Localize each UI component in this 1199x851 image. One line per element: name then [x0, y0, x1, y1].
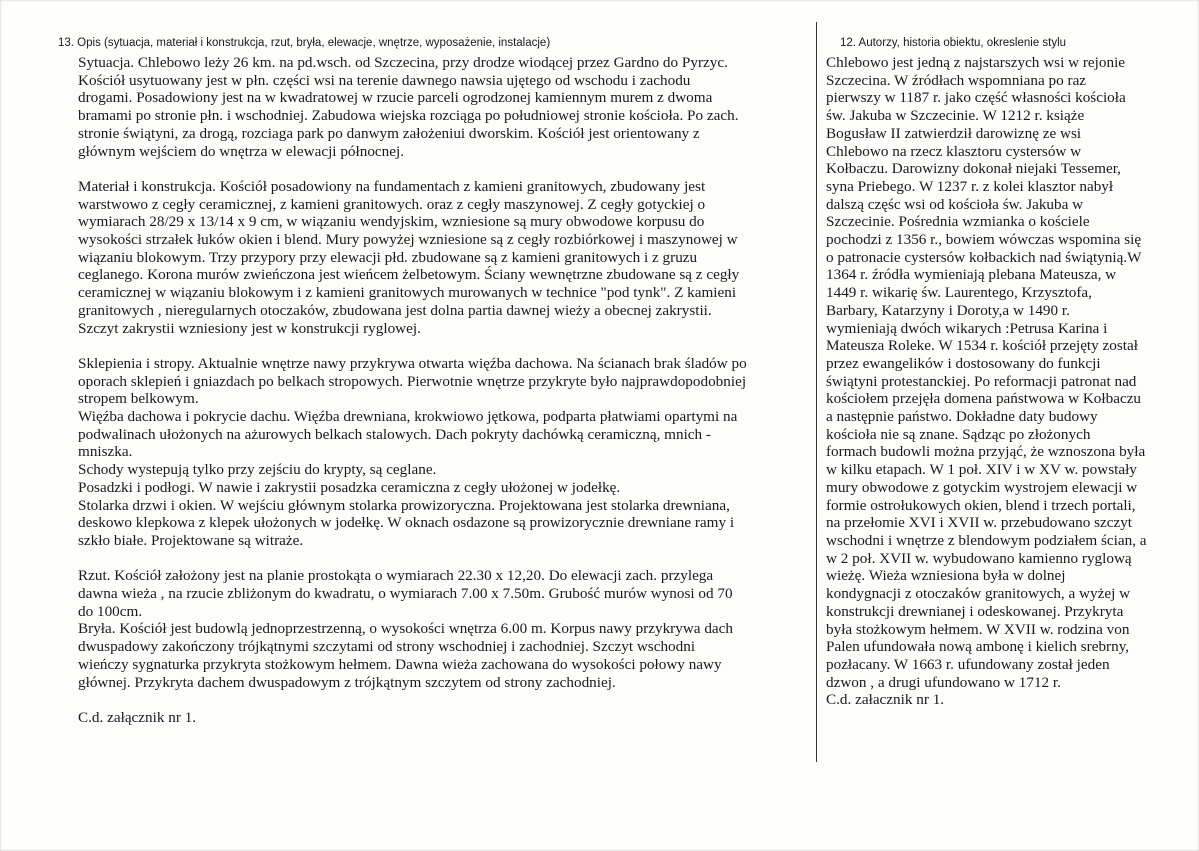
- description-heading: 13. Opis (sytuacja, materiał i konstrukcja, rzut, bryła, elewacje, wnętrze, wyposażenie, instalacje): [58, 37, 551, 49]
- description-column: [58, 36, 804, 727]
- material-construction-paragraph: Materiał i konstrukcja. Kościół posadowiony na fundamentach z kamieni granitowych, zbudowany jest warstwowo z cegły ceramicznej, z kamieni granitowych. oraz z cegły maszynowej. Z cegły gotyckiej o wymiarach 28/29 x 13/14 x 9 cm, w wiązaniu wendyjskim, wzniesione są mury obwodowe korpusu do wysokości strzałek łuków okien i blend. Mury powyżej wzniesione są z cegły rozbiórkowej i maszynowej w wiązaniu blokowym. Trzy przypory przy elewacji płd. zbudowane są z kamieni granitowych i z gruzu ceglanego. Korona murów zwieńczona jest wieńcem żelbetowym. Ściany wewnętrzne zbudowane są z cegły ceramicznej w wiązaniu blokowym i z kamieni granitowych murowanych w technice "pod tynk". Z kamieni granitowych , nieregularnych otoczaków, zbudowana jest dolna partia dawnej wieży a obecnej zakrystii. Szczyt zakrystii wzniesiony jest w konstrukcji ryglowej.: [78, 177, 740, 337]
- plan-massing-paragraph: Rzut. Kościół założony jest na planie prostokąta o wymiarach 22.30 x 12,20. Do elewacji zach. przylega dawna wieża , na rzucie zbliżonym do kwadratu, o wymiarach 7.00 x 7.50m. Grubość murów wynosi od 70 do 100cm. Bryła. Kościół jest budowlą jednoprzestrzenną, o wysokości wnętrza 6.00 m. Korpus nawy przykrywa dach dwuspadowy zakończony trójkątnymi szczytami od strony wschodniej i zachodniej. Szczyt wschodni wieńczy sygnaturka przykryta stożkowym hełmem. Dawna wieża zachowana do wysokości połowy nawy głównej. Przykryta dachem dwuspadowym z trójkątnym szczytem od strony zachodniej.: [78, 567, 733, 691]
- history-column: [826, 36, 1171, 709]
- history-body: Chlebowo jest jedną z najstarszych wsi w rejonie Szczecina. W źródłach wspomniana po raz pierwszy w 1187 r. jako część własności kościoła św. Jakuba w Szczecinie. W 1212 r. książe Bogusław II zatwierdził darowiznę ze wsi Chlebowo na rzecz klasztoru cystersów w Kołbaczu. Darowizny dokonał niejaki Tessemer, syna Priebego. W 1237 r. z kolei klasztor nabył dalszą częśc wsi od kościoła św. Jakuba w Szczecinie. Pośrednia wzmianka o kościele pochodzi z 1356 r., bowiem wówczas wspomina się o patronacie cystersów kołbackich nad świątynią.W 1364 r. źródła wymieniają plebana Mateusza, w 1449 r. wikarię św. Laurentego, Krzysztofa, Barbary, Katarzyny i Doroty,a w 1490 r. wymieniają dwóch wikarych :Petrusa Karina i Mateusza Roleke. W 1534 r. kościół przejęty został przez ewangelików i dostosowany do funkcji świątyni protestanckiej. Po reformacji patronat nad kościołem przejęła domena państwowa w Kołbaczu a następnie państwo. Dokładne daty budowy kościoła nie są znane. Sądząc po złożonych formach budowli można przyjąć, że wznoszona była w kilku etapach. W 1 poł. XIV i w XV w. powstały mury obwodowe z gotyckim wystrojem elewacji w formie ostrołukowych okien, blend i trzech portali, na przełomie XVI i XVII w. przebudowano szczyt wschodni i wnętrze z blendowym podziałem ścian, a w 2 poł. XVII w. wybudowano kamienno ryglową wieżę. Wieża wzniesiona była w dolnej kondygnacji z otoczaków granitowych, a wyżej w konstrukcji drewnianej i odeskowanej. Przykryta była stożkowym hełmem. W XVII w. rodzina von Palen ufundowała nową ambonę i kielich srebrny, pozłacany. W 1663 r. ufundowany został jeden dzwon , a drugi ufundowano w 1712 r. C.d. załacznik nr 1.: [826, 54, 1147, 709]
- description-body: [78, 54, 804, 727]
- continuation-note: C.d. załącznik nr 1.: [78, 708, 197, 726]
- history-heading: 12. Autorzy, historia obiektu, okreslenie stylu: [840, 37, 1067, 49]
- column-divider: [816, 22, 817, 762]
- vaults-ceilings-paragraph: Sklepienia i stropy. Aktualnie wnętrze nawy przykrywa otwarta więźba dachowa. Na ścianach brak śladów po oporach sklepień i gniazdach po belkach stropowych. Pierwotnie wnętrze przykryte było najprawdopodobniej stropem belkowym. Więźba dachowa i pokrycie dachu. Więźba drewniana, krokwiowo jętkowa, podparta płatwiami opartymi na podwalinach ułożonych na ażurowych belkach stalowych. Dach pokryty dachówką ceramiczną, mnich - mniszka. Schody wystepują tylko przy zejściu do krypty, są ceglane. Posadzki i podłogi. W nawie i zakrystii posadzka ceramiczna z cegły ułożonej w jodełkę. Stolarka drzwi i okien. W wejściu głównym stolarka prowizoryczna. Projektowana jest stolarka drewniana, deskowo klepkowa z klepek ułożonych w jodełkę. W oknach osdazone są prowizorycznie drewniane ramy i szkło białe. Projektowane są witraże.: [78, 354, 747, 549]
- situation-paragraph: Sytuacja. Chlebowo leży 26 km. na pd.wsch. od Szczecina, przy drodze wiodącej przez Gardno do Pyrzyc. Kościół usytuowany jest w płn. części wsi na terenie dawnego nawsia ujętego od wschodu i zachodu drogami. Posadowiony jest na w kwadratowej w rzucie parceli ogrodzonej kamiennym murem z dwoma bramami po stronie płn. i wschodniej. Zabudowa wiejska rozciąga po południowej stronie kościoła. Po zach. stronie świątyni, za drogą, rozciaga park po danwym założeniui dworskim. Kościół jest orientowany z głównym wejściem do wnętrza w elewacji północnej.: [78, 54, 739, 160]
